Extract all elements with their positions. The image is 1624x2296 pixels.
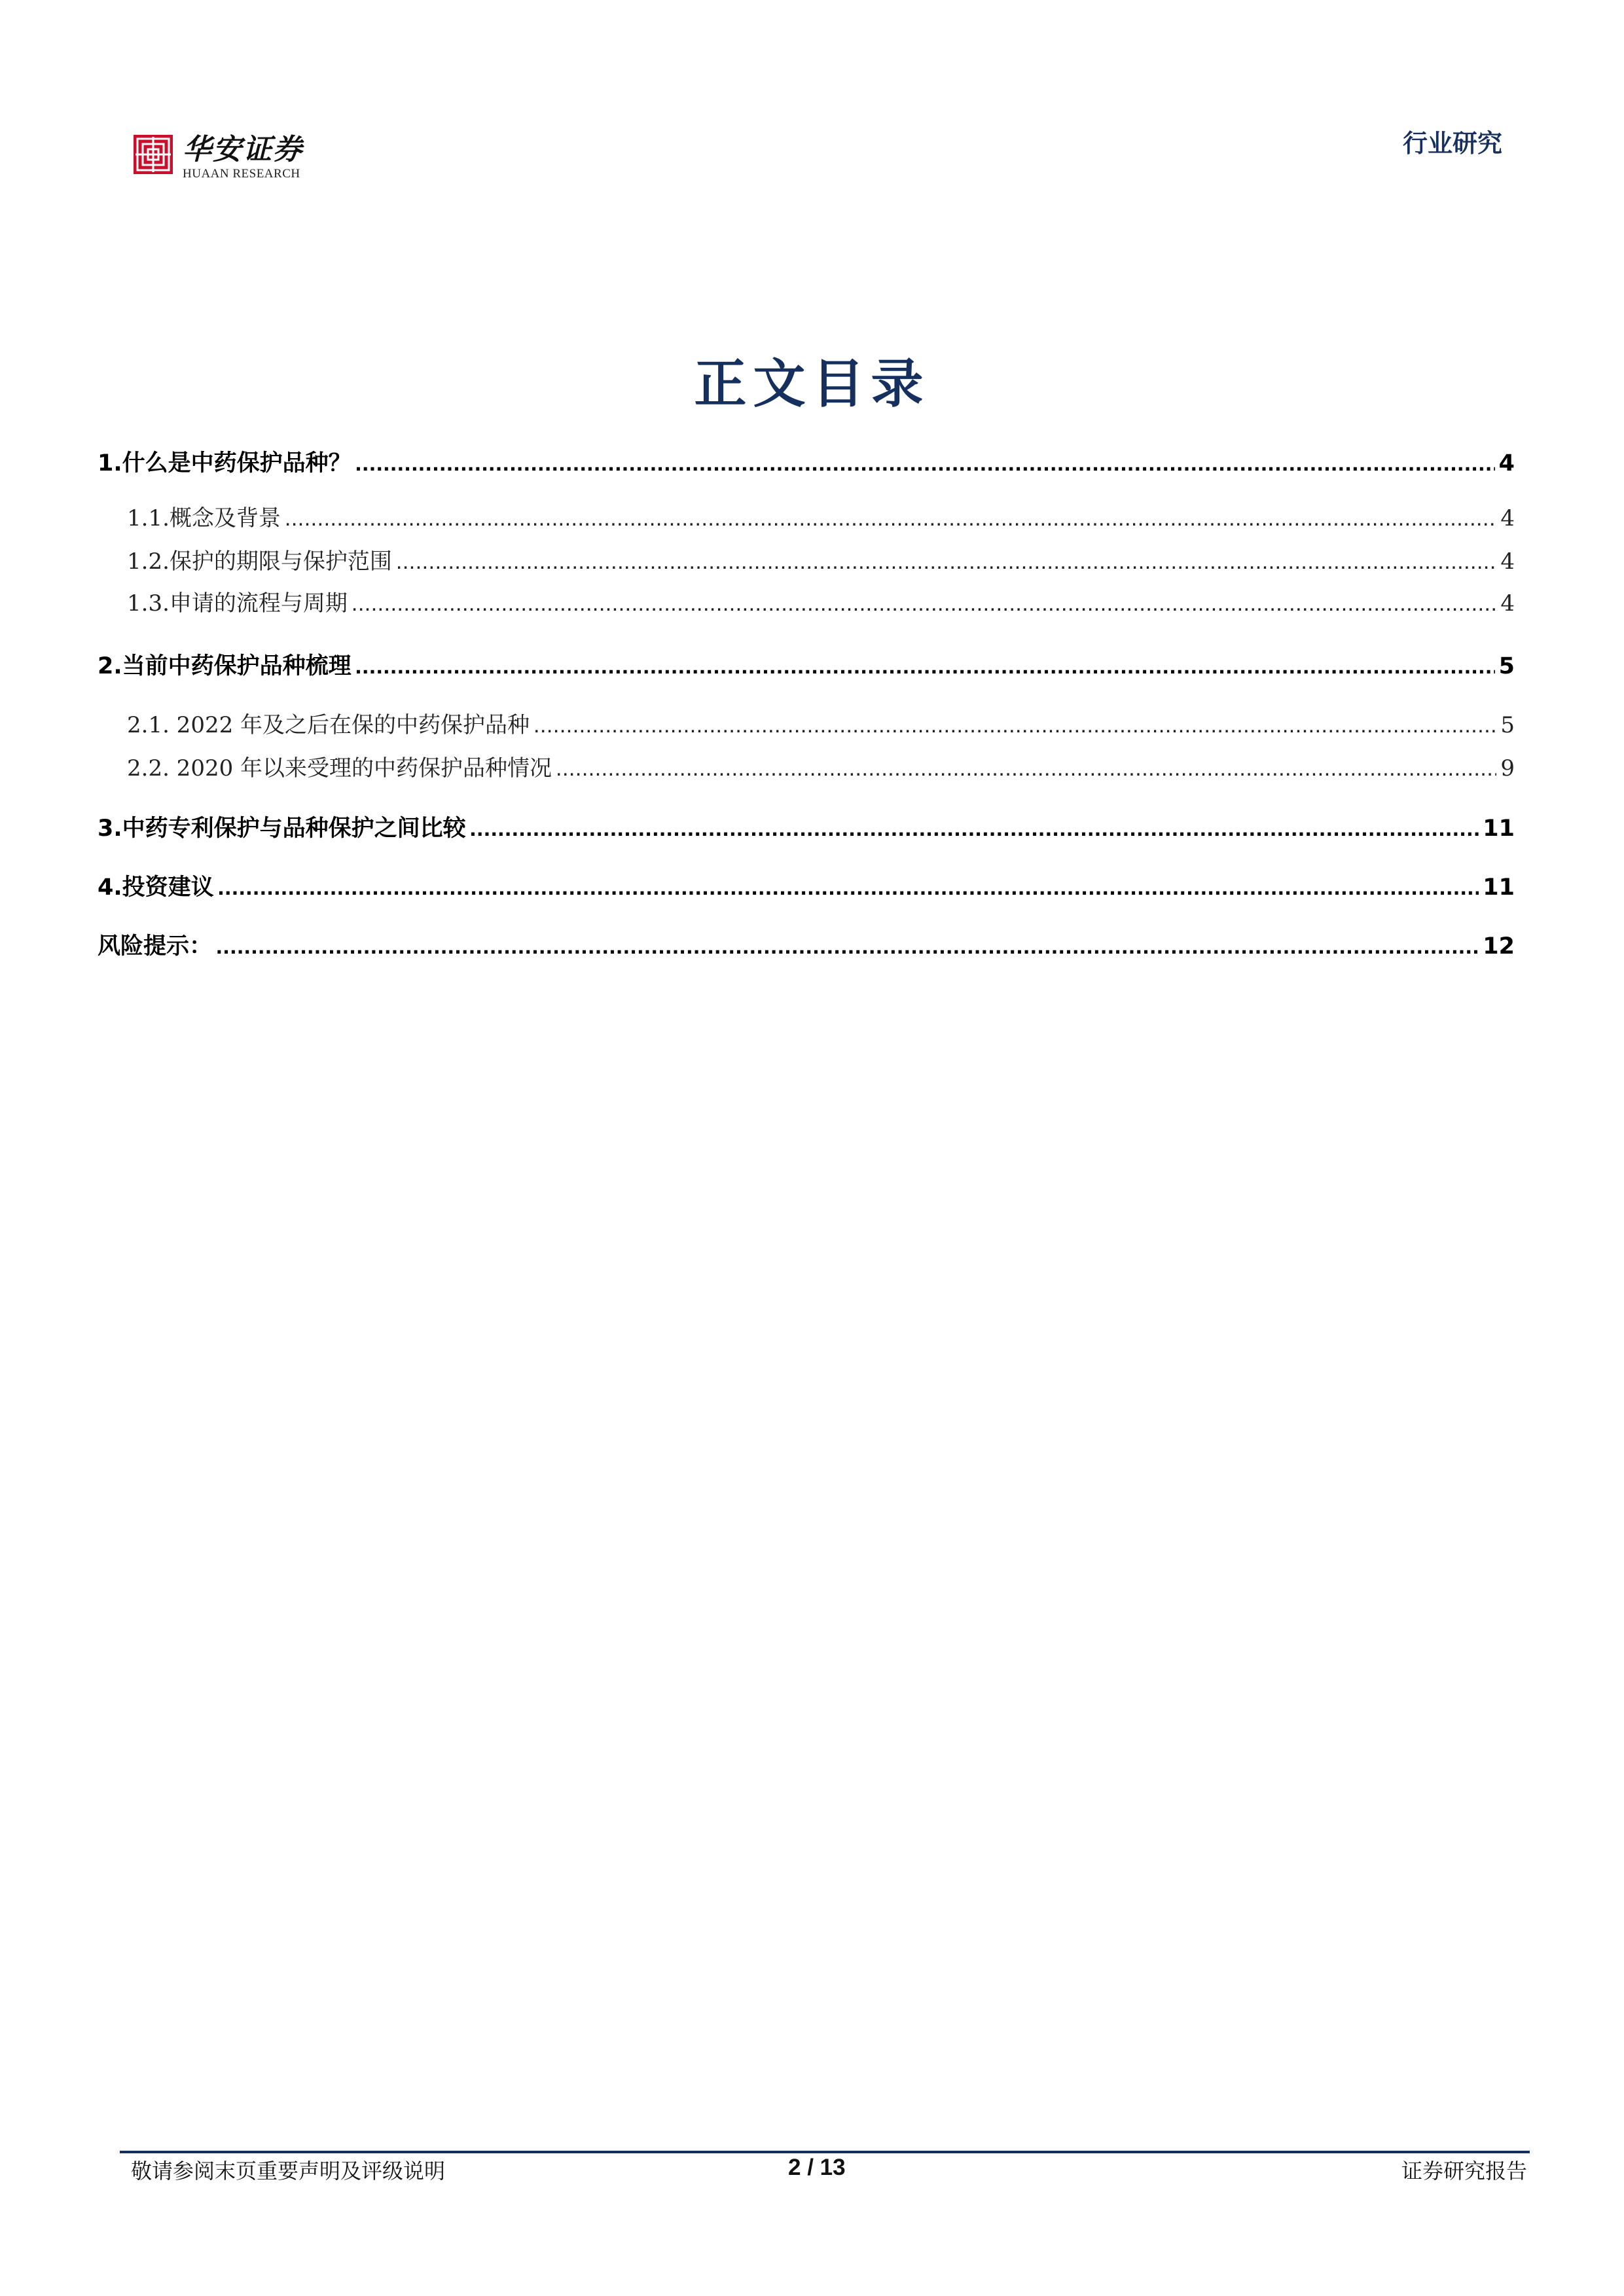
report-category-tag: 行业研究 [1402, 128, 1502, 158]
toc-entry-label: 2.当前中药保护品种梳理 [98, 653, 352, 679]
toc-entry[interactable] [98, 750, 1515, 783]
toc-dot-leader [556, 756, 1496, 781]
footer-divider [120, 2151, 1530, 2153]
toc-entry-page: 5 [1500, 712, 1515, 738]
page-indicator: 2 / 13 [788, 2155, 846, 2180]
toc-entry-page: 5 [1498, 653, 1515, 679]
toc-entry[interactable] [98, 500, 1515, 533]
logo-cn-text: 华安证券 [183, 133, 303, 166]
toc-entry-label: 1.1.概念及背景 [127, 505, 281, 531]
toc-entry[interactable] [98, 585, 1515, 618]
toc-entry-label: 2.1. 2022 年及之后在保的中药保护品种 [127, 712, 530, 738]
toc-entry-label: 风险提示： [98, 933, 213, 960]
toc-entry-label: 1.什么是中药保护品种？ [98, 450, 352, 476]
toc-entry-page: 4 [1500, 505, 1515, 531]
toc-dot-leader [218, 874, 1479, 901]
toc-entry-label: 1.3.申请的流程与周期 [127, 590, 348, 617]
huaan-seal-icon [133, 134, 173, 175]
toc-dot-leader [355, 653, 1495, 679]
toc-entry-label: 3.中药专利保护与品种保护之间比较 [98, 816, 466, 842]
toc-entry-label: 4.投资建议 [98, 874, 214, 901]
footer-report-type: 证券研究报告 [1401, 2159, 1527, 2183]
logo-en-text: HUAAN RESEARCH [183, 167, 300, 181]
toc-dot-leader [216, 933, 1479, 960]
toc-entry[interactable] [98, 928, 1515, 961]
toc-entry[interactable] [98, 707, 1515, 740]
toc-entry[interactable] [98, 543, 1515, 576]
toc-entry-page: 4 [1500, 548, 1515, 575]
company-logo [133, 134, 303, 181]
toc-entry[interactable] [98, 869, 1515, 902]
toc-entry-label: 1.2.保护的期限与保护范围 [127, 548, 392, 575]
toc-entry-page: 4 [1498, 450, 1515, 476]
toc-dot-leader [470, 816, 1479, 842]
toc-dot-leader [396, 549, 1496, 575]
toc-entry-label: 2.2. 2020 年以来受理的中药保护品种情况 [127, 755, 552, 781]
footer-disclaimer: 敬请参阅末页重要声明及评级说明 [131, 2159, 446, 2183]
toc-entry[interactable] [98, 648, 1515, 681]
toc-entry[interactable] [98, 445, 1515, 478]
toc-entry-page: 12 [1483, 933, 1515, 960]
toc-entry[interactable] [98, 810, 1515, 843]
toc-entry-page: 11 [1483, 874, 1515, 901]
toc-dot-leader [355, 450, 1495, 476]
toc-dot-leader [352, 591, 1496, 617]
toc-dot-leader [285, 506, 1496, 531]
toc-entry-page: 4 [1500, 590, 1515, 617]
toc-entry-page: 11 [1483, 816, 1515, 842]
toc-title: 正文目录 [694, 353, 930, 414]
toc-entry-page: 9 [1500, 755, 1515, 781]
toc-dot-leader [533, 713, 1496, 738]
